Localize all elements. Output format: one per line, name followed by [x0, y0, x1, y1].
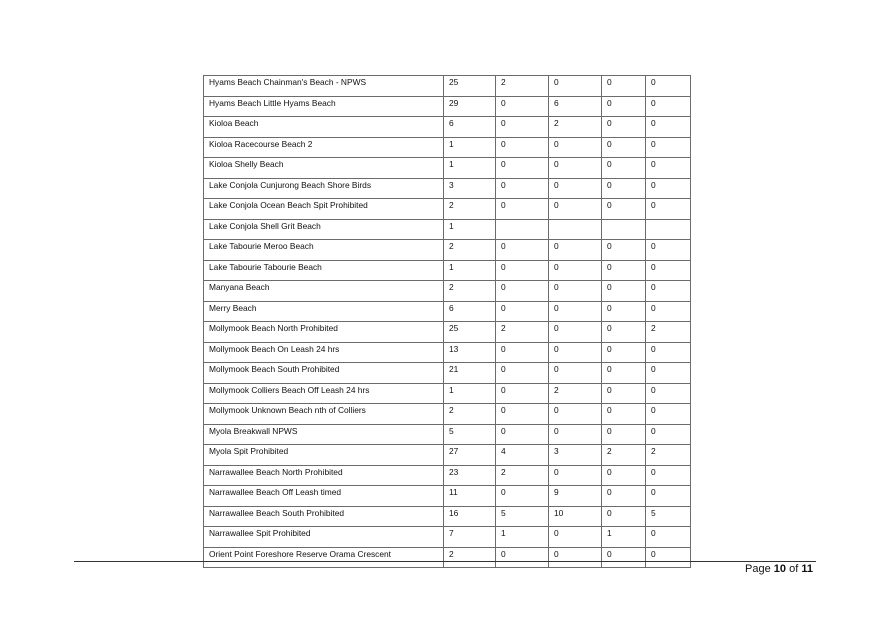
count-cell: 0: [549, 363, 602, 384]
page-label: Page: [745, 563, 771, 575]
table-row: [204, 117, 691, 138]
count-cell: 1: [444, 383, 496, 404]
count-cell: 0: [602, 240, 646, 261]
count-cell: 25: [444, 322, 496, 343]
location-cell: Mollymook Colliers Beach Off Leash 24 hrs: [204, 383, 444, 404]
count-cell: 0: [602, 547, 646, 568]
count-cell: 1: [444, 219, 496, 240]
count-cell: 1: [444, 260, 496, 281]
count-cell: [602, 219, 646, 240]
count-cell: 0: [602, 465, 646, 486]
count-cell: 0: [549, 465, 602, 486]
table-row: [204, 199, 691, 220]
count-cell: 21: [444, 363, 496, 384]
count-cell: 25: [444, 76, 496, 97]
location-cell: Narrawallee Beach South Prohibited: [204, 506, 444, 527]
table-row: [204, 322, 691, 343]
count-cell: 0: [646, 158, 691, 179]
table-row: [204, 363, 691, 384]
table-row: [204, 96, 691, 117]
count-cell: 0: [646, 404, 691, 425]
count-cell: 0: [602, 424, 646, 445]
count-cell: 1: [602, 527, 646, 548]
count-cell: 0: [646, 301, 691, 322]
count-cell: 2: [496, 322, 549, 343]
count-cell: 0: [496, 240, 549, 261]
count-cell: 0: [496, 342, 549, 363]
count-cell: 0: [646, 117, 691, 138]
count-cell: 2: [549, 117, 602, 138]
location-cell: Lake Tabourie Meroo Beach: [204, 240, 444, 261]
count-cell: 0: [646, 281, 691, 302]
location-cell: Myola Spit Prohibited: [204, 445, 444, 466]
count-cell: 0: [496, 96, 549, 117]
count-cell: 2: [646, 445, 691, 466]
count-cell: 2: [496, 465, 549, 486]
count-cell: 0: [602, 96, 646, 117]
count-cell: 0: [646, 178, 691, 199]
location-cell: Mollymook Unknown Beach nth of Colliers: [204, 404, 444, 425]
page-footer: [745, 563, 813, 575]
count-cell: 0: [646, 260, 691, 281]
count-cell: 1: [496, 527, 549, 548]
count-cell: 5: [646, 506, 691, 527]
count-cell: 0: [549, 527, 602, 548]
page-total: 11: [801, 563, 813, 575]
count-cell: 2: [646, 322, 691, 343]
count-cell: 0: [646, 547, 691, 568]
count-cell: [646, 219, 691, 240]
count-cell: 0: [496, 424, 549, 445]
table-row: [204, 137, 691, 158]
location-cell: Myola Breakwall NPWS: [204, 424, 444, 445]
count-cell: 0: [496, 281, 549, 302]
count-cell: 11: [444, 486, 496, 507]
count-cell: 0: [549, 424, 602, 445]
location-cell: Narrawallee Beach North Prohibited: [204, 465, 444, 486]
table-row: [204, 527, 691, 548]
count-cell: 0: [496, 158, 549, 179]
page-number: 10: [773, 563, 787, 575]
count-cell: 4: [496, 445, 549, 466]
table-row: [204, 260, 691, 281]
count-cell: 0: [549, 301, 602, 322]
count-cell: 0: [549, 404, 602, 425]
count-cell: 0: [549, 178, 602, 199]
count-cell: 0: [602, 342, 646, 363]
count-cell: 16: [444, 506, 496, 527]
count-cell: 0: [496, 137, 549, 158]
count-cell: 2: [602, 445, 646, 466]
table-row: [204, 424, 691, 445]
count-cell: 0: [646, 383, 691, 404]
table-row: [204, 219, 691, 240]
count-cell: 0: [646, 527, 691, 548]
table-body: [204, 76, 691, 568]
count-cell: 9: [549, 486, 602, 507]
count-cell: 13: [444, 342, 496, 363]
table-row: [204, 158, 691, 179]
count-cell: 0: [496, 117, 549, 138]
count-cell: 0: [496, 404, 549, 425]
count-cell: 0: [646, 486, 691, 507]
count-cell: 0: [496, 363, 549, 384]
count-cell: 0: [602, 199, 646, 220]
location-cell: Hyams Beach Little Hyams Beach: [204, 96, 444, 117]
location-cell: Mollymook Beach North Prohibited: [204, 322, 444, 343]
location-cell: Narrawallee Beach Off Leash timed: [204, 486, 444, 507]
count-cell: 0: [646, 199, 691, 220]
count-cell: 0: [646, 240, 691, 261]
count-cell: 0: [496, 260, 549, 281]
count-cell: 0: [602, 506, 646, 527]
count-cell: 0: [549, 547, 602, 568]
count-cell: 6: [444, 301, 496, 322]
count-cell: 0: [549, 76, 602, 97]
location-cell: Merry Beach: [204, 301, 444, 322]
count-cell: 0: [602, 76, 646, 97]
table-row: [204, 301, 691, 322]
count-cell: 2: [549, 383, 602, 404]
count-cell: 0: [646, 465, 691, 486]
footer-divider: [74, 561, 816, 562]
count-cell: 3: [549, 445, 602, 466]
count-cell: 2: [444, 240, 496, 261]
location-cell: Lake Conjola Ocean Beach Spit Prohibited: [204, 199, 444, 220]
table-row: [204, 465, 691, 486]
location-cell: Lake Tabourie Tabourie Beach: [204, 260, 444, 281]
count-cell: 0: [496, 383, 549, 404]
count-cell: 0: [646, 76, 691, 97]
count-cell: 6: [549, 96, 602, 117]
table-row: [204, 178, 691, 199]
count-cell: 0: [496, 301, 549, 322]
count-cell: 2: [496, 76, 549, 97]
count-cell: 0: [602, 178, 646, 199]
table-row: [204, 506, 691, 527]
count-cell: 5: [496, 506, 549, 527]
count-cell: 5: [444, 424, 496, 445]
location-cell: Kioloa Beach: [204, 117, 444, 138]
count-cell: 0: [602, 486, 646, 507]
of-label: of: [789, 563, 799, 575]
location-cell: Mollymook Beach South Prohibited: [204, 363, 444, 384]
count-cell: 29: [444, 96, 496, 117]
table-row: [204, 383, 691, 404]
count-cell: 2: [444, 547, 496, 568]
count-cell: 0: [549, 260, 602, 281]
location-cell: Manyana Beach: [204, 281, 444, 302]
count-cell: 0: [602, 383, 646, 404]
count-cell: 0: [646, 96, 691, 117]
count-cell: 6: [444, 117, 496, 138]
count-cell: 0: [646, 137, 691, 158]
count-cell: 2: [444, 404, 496, 425]
count-cell: 7: [444, 527, 496, 548]
count-cell: [496, 219, 549, 240]
count-cell: 0: [549, 199, 602, 220]
count-cell: 1: [444, 158, 496, 179]
count-cell: 10: [549, 506, 602, 527]
location-cell: Lake Conjola Shell Grit Beach: [204, 219, 444, 240]
location-cell: Orient Point Foreshore Reserve Orama Crescent: [204, 547, 444, 568]
beach-data-table: [203, 75, 691, 568]
count-cell: 2: [444, 199, 496, 220]
count-cell: 0: [549, 322, 602, 343]
count-cell: 0: [549, 240, 602, 261]
count-cell: 0: [602, 137, 646, 158]
count-cell: 0: [602, 404, 646, 425]
count-cell: 0: [646, 363, 691, 384]
count-cell: 0: [496, 486, 549, 507]
location-cell: Lake Conjola Cunjurong Beach Shore Birds: [204, 178, 444, 199]
count-cell: 0: [646, 424, 691, 445]
count-cell: 23: [444, 465, 496, 486]
table-row: [204, 240, 691, 261]
count-cell: 2: [444, 281, 496, 302]
location-cell: Hyams Beach Chainman's Beach - NPWS: [204, 76, 444, 97]
count-cell: 0: [646, 342, 691, 363]
location-cell: Kioloa Racecourse Beach 2: [204, 137, 444, 158]
count-cell: 0: [549, 158, 602, 179]
location-cell: Kioloa Shelly Beach: [204, 158, 444, 179]
count-cell: [549, 219, 602, 240]
count-cell: 0: [602, 281, 646, 302]
count-cell: 0: [602, 260, 646, 281]
table-row: [204, 445, 691, 466]
table-row: [204, 76, 691, 97]
count-cell: 0: [602, 322, 646, 343]
count-cell: 0: [602, 363, 646, 384]
count-cell: 0: [496, 178, 549, 199]
table-row: [204, 342, 691, 363]
table-row: [204, 281, 691, 302]
count-cell: 0: [496, 547, 549, 568]
table-row: [204, 486, 691, 507]
count-cell: 0: [549, 137, 602, 158]
location-cell: Mollymook Beach On Leash 24 hrs: [204, 342, 444, 363]
location-cell: Narrawallee Spit Prohibited: [204, 527, 444, 548]
table-row: [204, 404, 691, 425]
count-cell: 0: [602, 117, 646, 138]
count-cell: 27: [444, 445, 496, 466]
count-cell: 0: [549, 281, 602, 302]
count-cell: 0: [549, 342, 602, 363]
count-cell: 0: [602, 301, 646, 322]
count-cell: 3: [444, 178, 496, 199]
count-cell: 1: [444, 137, 496, 158]
count-cell: 0: [496, 199, 549, 220]
count-cell: 0: [602, 158, 646, 179]
table-row: [204, 547, 691, 568]
